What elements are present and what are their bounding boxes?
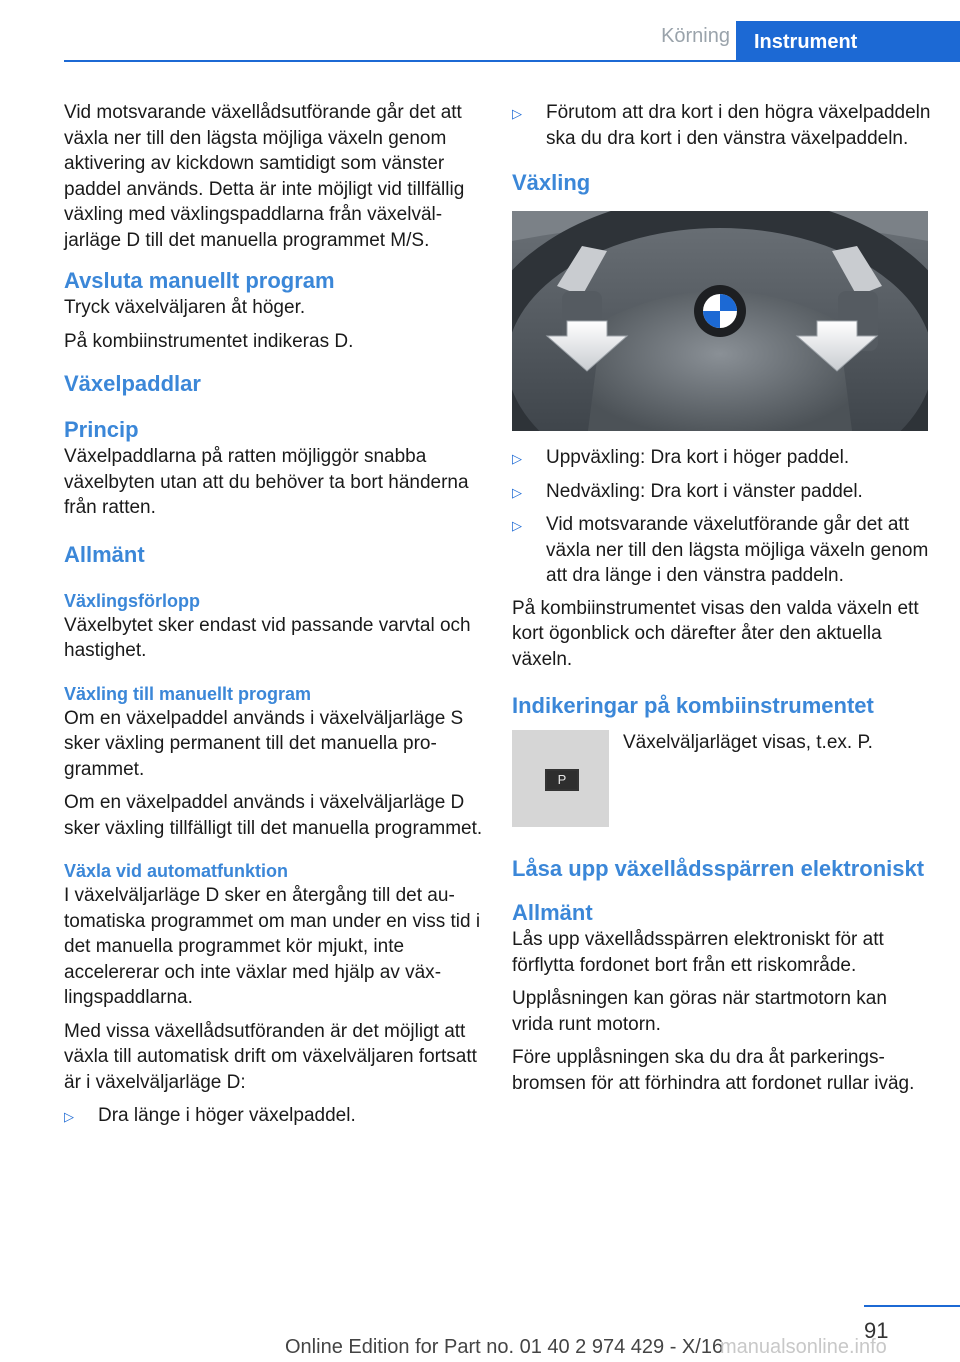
list-item-text: Vid motsvarande växelutförande går det att växla ner till den lägsta möjliga växeln genom att dra länge i den vänstra paddeln.: [546, 514, 929, 586]
footer-rule: [864, 1305, 960, 1307]
paragraph-kombi-d: På kombiinstrumentet indikeras D.: [64, 330, 354, 352]
heading-allmant: Allmänt: [64, 541, 145, 567]
paragraph-vissa: Med vissa växellådsutföranden är det möjligt att växla till automatisk drift om växelväljaren fortsatt är i växelväljarläge D:: [64, 1020, 477, 1093]
paragraph-fore: Före upplåsningen ska du dra åt parkeringsbromsen för att förhindra att fordonet rullar iväg.: [512, 1047, 915, 1094]
bullet-triangle-icon: ▷: [512, 106, 522, 121]
indicator-row: [512, 730, 932, 827]
bullet-triangle-icon: ▷: [64, 1109, 74, 1124]
right-column: [512, 100, 932, 1104]
paragraph-las: Lås upp växellådsspärren elektroniskt för att förflytta fordonet bort från ett riskområde.: [512, 929, 884, 976]
page-number: 91: [864, 1318, 889, 1343]
list-item: [512, 100, 932, 151]
list-item: [64, 1103, 484, 1130]
paragraph-princip: Växelpaddlarna på ratten möjliggör snabba växelbyten utan att du behöver ta bort händerna från ratten.: [64, 446, 469, 518]
heading-lasa-upp: Låsa upp växellådsspärren elektroniskt: [512, 856, 925, 881]
heading-vaxelpaddlar: Växelpaddlar: [64, 371, 201, 396]
paragraph-forlopp: Växelbytet sker endast vid passande varvtal och hastighet.: [64, 614, 471, 661]
list-item: [512, 512, 932, 589]
bullet-triangle-icon: ▷: [512, 451, 522, 466]
header-rule: [64, 60, 960, 62]
watermark: manualsonline.info: [720, 1336, 887, 1358]
paragraph-manuellt-d: Om en växelpaddel används i växelväljarläge D sker växling tillfälligt till det manuella programmet.: [64, 792, 483, 839]
paragraph-automat: I växelväljarläge D sker en återgång till det automatiska programmet om man under en viss tid i det manuella programmet kör mjukt, inte accelererar och inte växlar med hjälp av växlingspaddlarna.: [64, 885, 481, 1008]
page-header: [0, 0, 960, 62]
gear-indicator-image: [512, 730, 609, 827]
list-item: [512, 445, 932, 472]
heading-till-manuellt: Växling till manuellt program: [64, 683, 312, 704]
heading-automat: Växla vid automatfunktion: [64, 861, 289, 881]
heading-princip: Princip: [64, 417, 139, 442]
intro-paragraph: Vid motsvarande växellådsutförande går det att växla ner till den lägsta möjliga växeln genom aktivering av kickdown samtidigt som vänster paddel används. Detta är inte möjligt vid tillfällig växling med växlingspaddlarna från växelväljarläge D till det manuella programmet M/S.: [64, 102, 465, 251]
paragraph-manuellt-s: Om en växelpaddel används i växelväljarläge S sker växling permanent till det manuella programmet.: [64, 707, 464, 780]
shift-list: [512, 445, 932, 589]
gear-p-symbol: P: [545, 769, 579, 791]
bullet-triangle-icon: ▷: [512, 484, 522, 500]
indicator-text: Växelväljarläget visas, t.ex. P.: [623, 732, 873, 753]
list-item-text: Dra länge i höger växelpaddel.: [98, 1105, 356, 1126]
heading-avsluta: Avsluta manuellt program: [64, 268, 335, 293]
bullet-triangle-icon: ▷: [512, 518, 522, 533]
header-chapter-tab[interactable]: Instrument: [736, 21, 960, 61]
heading-allmant-2: Allmänt: [512, 900, 593, 925]
list-item: [512, 479, 932, 506]
list-item-text: Nedväxling: Dra kort i vänster paddel.: [546, 480, 863, 502]
left-column: [64, 100, 484, 1137]
list-item-text: Förutom att dra kort i den högra växelpaddeln ska du dra kort i den vänstra växelpaddeln.: [546, 102, 931, 149]
paragraph-kombi-visas: På kombiinstrumentet visas den valda växeln ett kort ögonblick och därefter åter den aktuella växeln.: [512, 597, 919, 670]
steering-wheel-illustration: [512, 211, 928, 431]
steering-wheel-paddles-image: [512, 211, 928, 431]
heading-indikering: Indikeringar på kombiinstrumentet: [512, 693, 874, 718]
paragraph-upplasning: Upplåsningen kan göras när startmotorn kan vrida runt motorn.: [512, 988, 887, 1035]
list-item-text: Uppväxling: Dra kort i höger paddel.: [546, 447, 850, 468]
heading-forlopp: Växlingsförlopp: [64, 590, 201, 611]
footer-edition: Online Edition for Part no. 01 40 2 974 429 - X/16: [285, 1336, 724, 1358]
paragraph-tryck: Tryck växelväljaren åt höger.: [64, 297, 306, 318]
heading-vaxling: Växling: [512, 170, 591, 195]
header-section-tab[interactable]: Körning: [661, 25, 730, 47]
